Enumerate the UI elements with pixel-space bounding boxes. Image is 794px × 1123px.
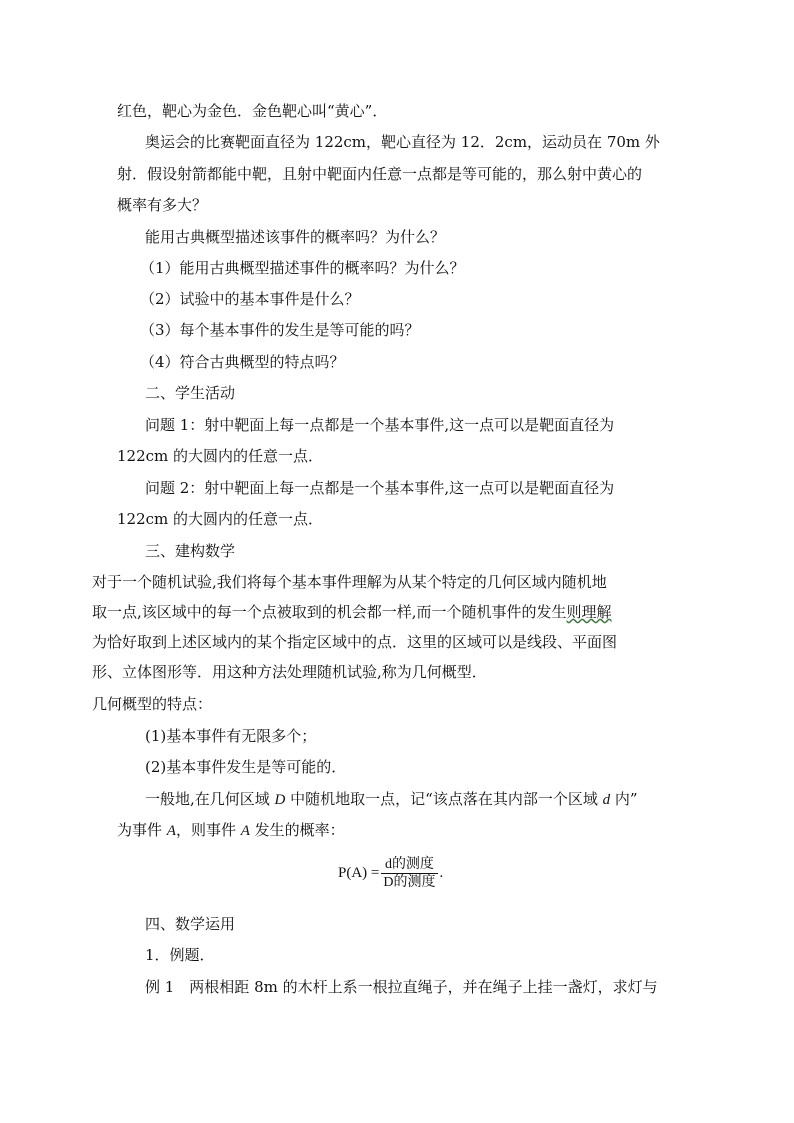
text-line: 例 1 两根相距 8m 的木杆上系一根拉直绳子，并在绳子上挂一盏灯，求灯与 [145,978,658,996]
list-item: (2)基本事件发生是等可能的． [145,758,347,776]
text-line: 对于一个随机试验,我们将每个基本事件理解为从某个特定的几何区域内随机地 [92,573,607,591]
section-heading: 三、建构数学 [145,542,236,560]
text-line: 为恰好取到上述区域内的某个指定区域中的点．这里的区域可以是线段、平面图 [92,633,618,651]
question-item: （4）符合古典概型的特点吗？ [140,353,345,371]
math-var: A [166,823,176,839]
section-heading: 四、数学运用 [145,915,236,933]
text-span: 取一点,该区域中的每一个点被取到的机会都一样,而一个随机事件的发生 [92,603,567,621]
formula-numerator: d的测度 [384,857,434,872]
text-line: 1．例题． [145,946,215,964]
text-line: 射．假设射箭都能中靶，且射中靶面内任意一点都是等可能的，那么射中黄心的 [117,165,643,183]
formula-fraction [381,856,437,891]
list-item: (1)基本事件有无限多个； [145,727,317,745]
text-line: 问题 1：射中靶面上每一点都是一个基本事件,这一点可以是靶面直径为 [145,416,615,434]
text-line: 形、立体图形等．用这种方法处理随机试验,称为几何概型． [92,663,487,681]
text-line [117,820,345,841]
question-item: （2）试验中的基本事件是什么？ [140,290,360,308]
text-line: 能用古典概型描述该事件的概率吗？为什么？ [145,228,446,246]
text-span: 为事件 [117,821,167,839]
probability-formula [338,856,443,891]
text-line: 奥运会的比赛靶面直径为 122cm，靶心直径为 12．2cm，运动员在 70m 外 [145,133,660,151]
text-span: 中随机地取一点，记“该点落在其内部一个区域 [285,790,603,808]
question-item: （3）每个基本事件的发生是等可能的吗？ [140,321,420,339]
math-var: D [274,792,286,808]
text-line: 红色，靶心为金色．金色靶心叫“黄心”． [117,102,388,120]
text-span: 内” [610,790,638,808]
text-span: 一般地,在几何区域 [145,790,275,808]
section-heading: 二、学生活动 [145,384,236,402]
text-line: 几何概型的特点： [92,695,213,713]
math-var: A [240,823,250,839]
text-span: ，则事件 [175,821,241,839]
grammar-underline-span: 则理解 [566,603,612,621]
text-line: 概率有多大？ [117,196,208,214]
formula-lhs: P(A) = [338,865,380,881]
math-var: d [602,792,611,808]
formula-end: . [439,865,444,881]
text-line [145,789,638,810]
formula-denominator: D的测度 [383,875,436,890]
question-item: （1）能用古典概型描述事件的概率吗？为什么？ [140,259,465,277]
text-line: 问题 2：射中靶面上每一点都是一个基本事件,这一点可以是靶面直径为 [145,479,615,497]
text-line: 122cm 的大圆内的任意一点． [117,510,324,528]
text-line [92,602,612,622]
text-line: 122cm 的大圆内的任意一点． [117,447,324,465]
text-span: 发生的概率： [249,821,345,839]
